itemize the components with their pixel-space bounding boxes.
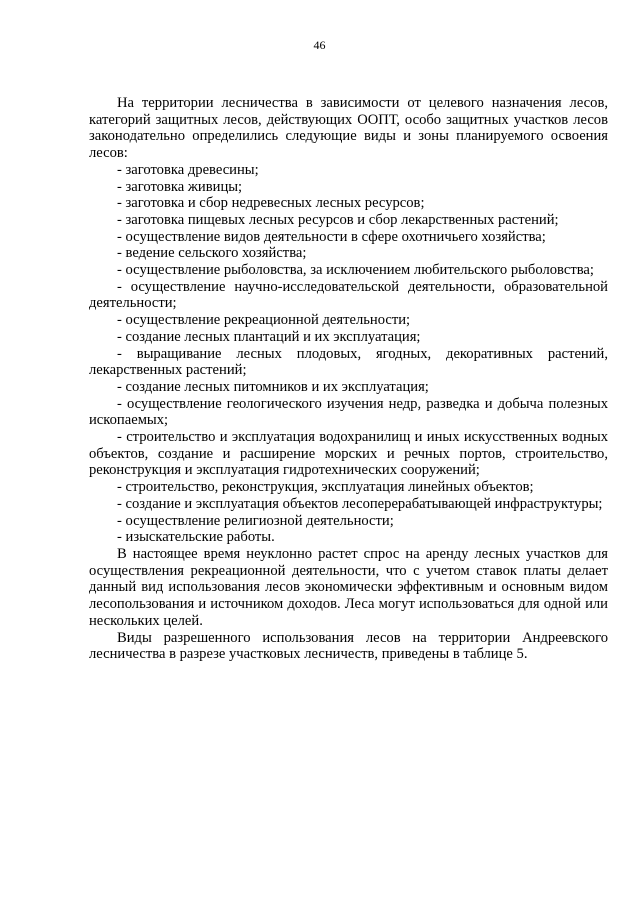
list-item: - осуществление рыболовства, за исключением любительского рыболовства; [117, 262, 594, 279]
list-item: - осуществление рекреационной деятельности; [117, 312, 411, 329]
list-item: - заготовка древесины; [117, 161, 259, 178]
list-item: - осуществление научно-исследовательской деятельности, образовательной деятельности; [89, 278, 608, 312]
paragraph: Виды разрешенного использования лесов на территории Андреевского лесничества в разрезе участковых лесничеств, приведены в таблице 5. [89, 629, 608, 663]
list-item: - строительство, реконструкция, эксплуатация линейных объектов; [117, 479, 534, 496]
list-item: - строительство и эксплуатация водохранилищ и иных искусственных водных объектов, создание и расширение морских и речных портов, строительство, реконструкция и эксплуатация гидротехнических сооружений; [89, 429, 608, 479]
list-item: - ведение сельского хозяйства; [117, 245, 307, 262]
list-item: - заготовка и сбор недревесных лесных ресурсов; [117, 195, 425, 212]
page-number: 46 [313, 38, 326, 52]
paragraph: В настоящее время неуклонно растет спрос на аренду лесных участков для осуществления рекреационной деятельности, что с учетом ставок платы делает данный вид использования лесов экономически эффективным и основным видом лесопользования и источником доходов. Леса могут использоваться для одной или нескольких целей. [89, 545, 608, 629]
page-body [89, 95, 608, 663]
list-item: - заготовка живицы; [117, 178, 243, 195]
list-item: - осуществление геологического изучения недр, разведка и добыча полезных ископаемых; [89, 395, 608, 429]
list-item: - создание лесных плантаций и их эксплуатация; [117, 328, 421, 345]
list-item: - создание и эксплуатация объектов лесоперерабатывающей инфраструктуры; [117, 495, 603, 512]
list-item: - выращивание лесных плодовых, ягодных, декоративных растений, лекарственных растений; [89, 345, 608, 379]
list-item: - заготовка пищевых лесных ресурсов и сбор лекарственных растений; [117, 211, 559, 228]
list-item: - осуществление видов деятельности в сфере охотничьего хозяйства; [117, 228, 546, 245]
paragraph: На территории лесничества в зависимости от целевого назначения лесов, категорий защитных лесов, действующих ООПТ, особо защитных участков лесов законодательно определились следующие виды и зоны планируемого освоения лесов: [89, 95, 608, 162]
list-item: - изыскательские работы. [117, 529, 275, 546]
list-item: - осуществление религиозной деятельности; [117, 512, 394, 529]
list-item: - создание лесных питомников и их эксплуатация; [117, 378, 429, 395]
